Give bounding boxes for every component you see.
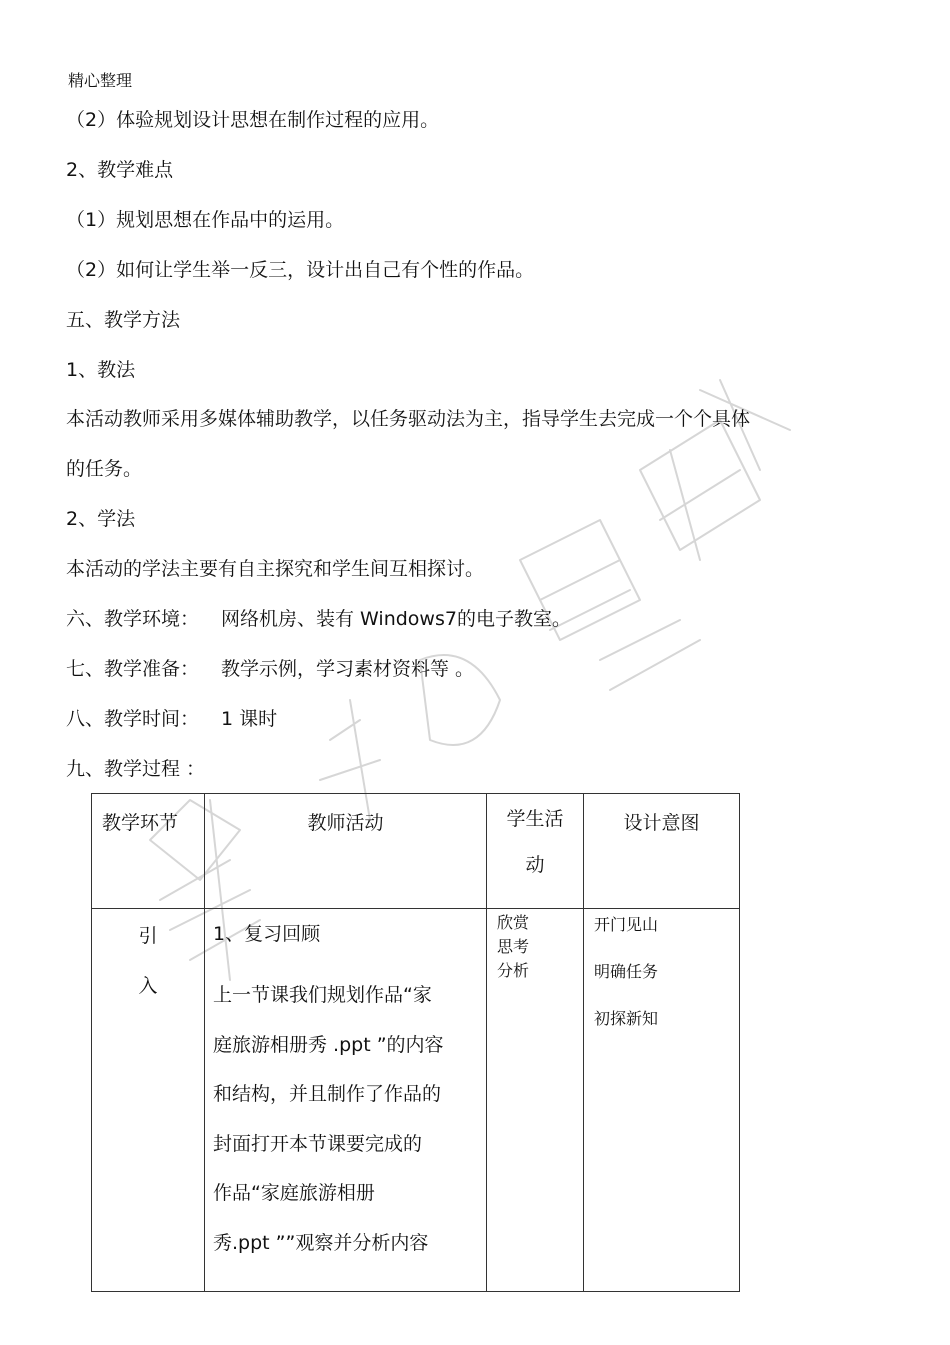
time-value: 1 课时 (221, 708, 278, 730)
time-line (66, 706, 277, 732)
header-teacher-activity: 教师活动 (205, 794, 487, 909)
header-design-intent: 设计意图 (584, 794, 740, 909)
environment-value: 网络机房、装有 Windows7的电子教室。 (221, 608, 571, 630)
student-activity-item: 欣赏 (497, 913, 530, 932)
teacher-line: 作品“家庭旅游相册 (213, 1182, 375, 1204)
student-activity-item: 分析 (497, 961, 530, 980)
stage-char-2: 入 (138, 975, 158, 997)
environment-label: 六、教学环境： (66, 608, 200, 630)
table-row (92, 909, 740, 1292)
header-student-activity (487, 794, 584, 909)
teaching-method-text-2: 的任务。 (66, 458, 143, 480)
difficulty-point-2: （2）体验规划设计思想在制作过程的应用。 (66, 109, 440, 131)
learning-method-heading: 2、学法 (66, 508, 136, 530)
page-header: 精心整理 (68, 71, 133, 90)
stage-cell (92, 909, 205, 1292)
teaching-method-text-1: 本活动教师采用多媒体辅助教学，以任务驱动法为主，指导学生去完成一个个具体 (66, 408, 751, 430)
preparation-label: 七、教学准备： (66, 658, 200, 680)
stage-char-1: 引 (138, 925, 158, 947)
difficulty-item-2: （2）如何让学生举一反三，设计出自己有个性的作品。 (66, 259, 535, 281)
design-intent-item: 初探新知 (594, 1009, 659, 1028)
difficulty-item-1: （1）规划思想在作品中的运用。 (66, 209, 345, 231)
student-activity-item: 思考 (497, 937, 530, 956)
process-table (91, 793, 740, 1292)
design-intent-cell (584, 909, 740, 1292)
section-methods-heading: 五、教学方法 (66, 309, 181, 331)
teacher-activity-cell (205, 909, 487, 1292)
time-label: 八、教学时间： (66, 708, 200, 730)
design-intent-item: 开门见山 (594, 915, 659, 934)
process-heading: 九、教学过程 ： (66, 758, 206, 780)
teacher-line: 秀.ppt ””观察并分析内容 (213, 1231, 429, 1254)
teacher-activity-title: 1、复习回顾 (213, 923, 321, 945)
teaching-method-heading: 1、教法 (66, 359, 136, 381)
environment-line (66, 606, 571, 632)
teacher-line: 封面打开本节课要完成的 (213, 1132, 423, 1155)
student-activity-cell (487, 909, 584, 1292)
design-intent-item: 明确任务 (594, 962, 659, 981)
preparation-line (66, 656, 474, 682)
table-header-row (92, 794, 740, 909)
header-student-activity-line1: 学生活 (506, 808, 564, 830)
header-student-activity-line2: 动 (525, 854, 545, 876)
teacher-line: 和结构，并且制作了作品的 (213, 1083, 442, 1105)
section-difficulty-heading: 2、教学难点 (66, 159, 174, 181)
learning-method-text: 本活动的学法主要有自主探究和学生间互相探讨。 (66, 558, 485, 580)
teacher-activity-body (213, 971, 480, 1268)
preparation-value: 教学示例，学习素材资料等 。 (221, 658, 475, 680)
teacher-line: 上一节课我们规划作品“家 (213, 984, 432, 1006)
teacher-line: 庭旅游相册秀 .ppt ”的内容 (213, 1033, 444, 1056)
header-stage: 教学环节 (92, 794, 205, 909)
